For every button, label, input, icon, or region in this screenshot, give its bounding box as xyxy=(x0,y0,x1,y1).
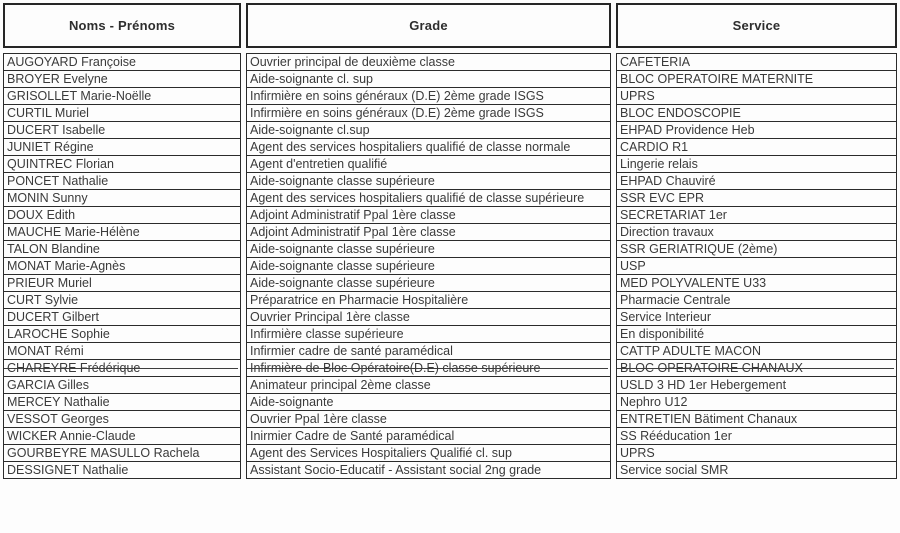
cell-nom: JUNIET Régine xyxy=(3,138,241,156)
cell-grade: Préparatrice en Pharmacie Hospitalière xyxy=(246,291,611,309)
cell-grade: Agent d'entretien qualifié xyxy=(246,155,611,173)
table-row xyxy=(3,53,897,71)
table-row xyxy=(3,190,897,207)
cell-grade: Aide-soignante classe supérieure xyxy=(246,240,611,258)
cell-service: EHPAD Providence Heb xyxy=(616,121,897,139)
table-row xyxy=(3,428,897,445)
cell-service: SS Rééducation 1er xyxy=(616,427,897,445)
table-row xyxy=(3,258,897,275)
staff-table xyxy=(3,3,897,479)
cell-nom: GARCIA Gilles xyxy=(3,376,241,394)
cell-grade: Aide-soignante classe supérieure xyxy=(246,257,611,275)
cell-service: USLD 3 HD 1er Hebergement xyxy=(616,376,897,394)
cell-service: En disponibilité xyxy=(616,325,897,343)
table-row xyxy=(3,462,897,479)
cell-nom: MERCEY Nathalie xyxy=(3,393,241,411)
cell-grade: Ouvrier principal de deuxième classe xyxy=(246,53,611,71)
table-row xyxy=(3,275,897,292)
cell-service: BLOC OPERATOIRE CHANAUX xyxy=(616,359,897,377)
cell-service: SECRETARIAT 1er xyxy=(616,206,897,224)
cell-nom: AUGOYARD Françoise xyxy=(3,53,241,71)
table-row xyxy=(3,309,897,326)
table-row xyxy=(3,88,897,105)
table-row xyxy=(3,224,897,241)
cell-service: CAFETERIA xyxy=(616,53,897,71)
cell-grade: Animateur principal 2ème classe xyxy=(246,376,611,394)
cell-service: Nephro U12 xyxy=(616,393,897,411)
cell-grade: Aide-soignante classe supérieure xyxy=(246,274,611,292)
cell-grade: Aide-soignante classe supérieure xyxy=(246,172,611,190)
cell-nom: MONIN Sunny xyxy=(3,189,241,207)
cell-service: BLOC OPERATOIRE MATERNITE xyxy=(616,70,897,88)
cell-service: SSR GERIATRIQUE (2ème) xyxy=(616,240,897,258)
cell-service: UPRS xyxy=(616,87,897,105)
cell-service: MED POLYVALENTE U33 xyxy=(616,274,897,292)
cell-service: Pharmacie Centrale xyxy=(616,291,897,309)
cell-nom: MONAT Marie-Agnès xyxy=(3,257,241,275)
cell-nom: LAROCHE Sophie xyxy=(3,325,241,343)
cell-nom: CURTIL Muriel xyxy=(3,104,241,122)
cell-nom: QUINTREC Florian xyxy=(3,155,241,173)
table-row xyxy=(3,377,897,394)
table-row xyxy=(3,156,897,173)
table-row xyxy=(3,394,897,411)
cell-grade: Aide-soignante cl. sup xyxy=(246,70,611,88)
table-row xyxy=(3,207,897,224)
cell-service: UPRS xyxy=(616,444,897,462)
table-row xyxy=(3,139,897,156)
column-header-grade: Grade xyxy=(246,3,611,48)
cell-grade: Infirmière de Bloc Opératoire(D.E) classe supérieure xyxy=(246,359,611,377)
cell-service: Service social SMR xyxy=(616,461,897,479)
cell-service: BLOC ENDOSCOPIE xyxy=(616,104,897,122)
cell-nom: TALON Blandine xyxy=(3,240,241,258)
cell-service: SSR EVC EPR xyxy=(616,189,897,207)
table-row xyxy=(3,411,897,428)
cell-grade: Infirmier cadre de santé paramédical xyxy=(246,342,611,360)
table-row xyxy=(3,173,897,190)
cell-grade: Agent des Services Hospitaliers Qualifié cl. sup xyxy=(246,444,611,462)
cell-nom: MONAT Rémi xyxy=(3,342,241,360)
cell-service: Lingerie relais xyxy=(616,155,897,173)
cell-nom: GOURBEYRE MASULLO Rachela xyxy=(3,444,241,462)
cell-grade: Adjoint Administratif Ppal 1ère classe xyxy=(246,206,611,224)
cell-grade: Infirmière classe supérieure xyxy=(246,325,611,343)
cell-grade: Adjoint Administratif Ppal 1ère classe xyxy=(246,223,611,241)
cell-service: EHPAD Chauviré xyxy=(616,172,897,190)
cell-nom: MAUCHE Marie-Hélène xyxy=(3,223,241,241)
cell-nom: BROYER Evelyne xyxy=(3,70,241,88)
cell-grade: Ouvrier Ppal 1ère classe xyxy=(246,410,611,428)
cell-service: CATTP ADULTE MACON xyxy=(616,342,897,360)
cell-service: USP xyxy=(616,257,897,275)
cell-nom: WICKER Annie-Claude xyxy=(3,427,241,445)
cell-nom: DESSIGNET Nathalie xyxy=(3,461,241,479)
cell-grade: Assistant Socio-Educatif - Assistant social 2ng grade xyxy=(246,461,611,479)
table-row xyxy=(3,241,897,258)
table-body xyxy=(3,53,897,479)
cell-grade: Aide-soignante cl.sup xyxy=(246,121,611,139)
cell-nom: VESSOT Georges xyxy=(3,410,241,428)
table-row xyxy=(3,292,897,309)
cell-nom: PONCET Nathalie xyxy=(3,172,241,190)
table-row xyxy=(3,445,897,462)
cell-service: ENTRETIEN Bätiment Chanaux xyxy=(616,410,897,428)
cell-grade: Agent des services hospitaliers qualifié de classe supérieure xyxy=(246,189,611,207)
cell-grade: Agent des services hospitaliers qualifié de classe normale xyxy=(246,138,611,156)
cell-nom: CURT Sylvie xyxy=(3,291,241,309)
table-row xyxy=(3,326,897,343)
column-header-service: Service xyxy=(616,3,897,48)
cell-grade: Aide-soignante xyxy=(246,393,611,411)
cell-service: Direction travaux xyxy=(616,223,897,241)
cell-service: Service Interieur xyxy=(616,308,897,326)
cell-grade: Inirmier Cadre de Santé paramédical xyxy=(246,427,611,445)
cell-nom: DOUX Edith xyxy=(3,206,241,224)
cell-nom: CHAREYRE Frédérique xyxy=(3,359,241,377)
table-row xyxy=(3,122,897,139)
cell-grade: Infirmière en soins généraux (D.E) 2ème grade ISGS xyxy=(246,87,611,105)
cell-nom: DUCERT Gilbert xyxy=(3,308,241,326)
cell-grade: Ouvrier Principal 1ère classe xyxy=(246,308,611,326)
table-header-row xyxy=(3,3,897,48)
cell-grade: Infirmière en soins généraux (D.E) 2ème grade ISGS xyxy=(246,104,611,122)
table-row xyxy=(3,71,897,88)
table-row xyxy=(3,360,897,377)
column-header-noms-prenoms: Noms - Prénoms xyxy=(3,3,241,48)
cell-service: CARDIO R1 xyxy=(616,138,897,156)
cell-nom: PRIEUR Muriel xyxy=(3,274,241,292)
table-row xyxy=(3,105,897,122)
cell-nom: GRISOLLET Marie-Noëlle xyxy=(3,87,241,105)
cell-nom: DUCERT Isabelle xyxy=(3,121,241,139)
table-row xyxy=(3,343,897,360)
